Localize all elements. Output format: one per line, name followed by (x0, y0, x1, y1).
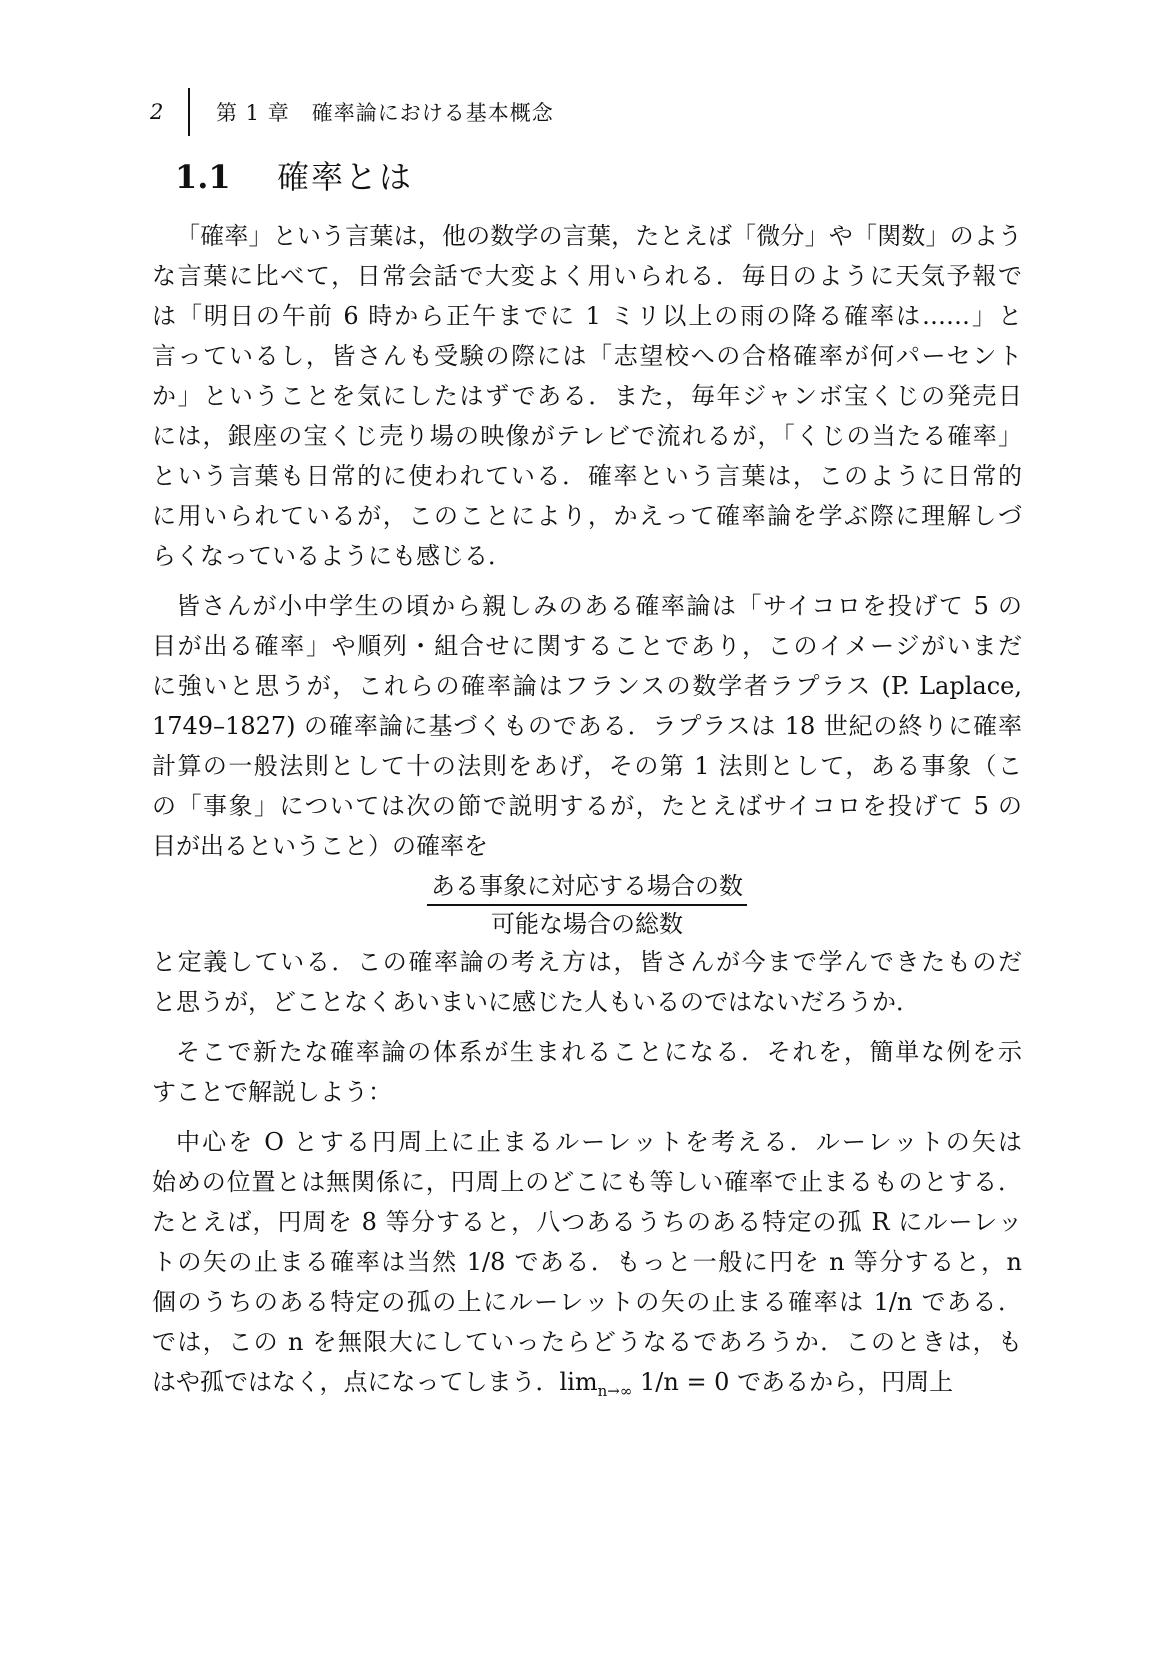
text-line: 目が出るということ）の確率を (152, 832, 488, 860)
paragraph-5 (152, 1122, 1022, 1402)
probability-formula (152, 868, 1022, 942)
body-text (152, 216, 1022, 1402)
paragraph-3 (152, 942, 1022, 1022)
text-line: たとえば，円周を 8 等分すると，八つあるうちのある特定の孤 R にルーレッ (152, 1208, 1022, 1236)
text-line: 始めの位置とは無関係に，円周上のどこにも等しい確率で止まるものとする． (152, 1168, 1022, 1196)
text-line: 計算の一般法則として十の法則をあげ，その第 1 法則として，ある事象（こ (152, 752, 1022, 780)
text-line: は「明日の午前 6 時から正午までに 1 ミリ以上の雨の降る確率は……」と (152, 302, 1022, 330)
page-number: 2 (150, 100, 164, 124)
text-line: の「事象」については次の節で説明するが，たとえばサイコロを投げて 5 の (152, 792, 1022, 820)
text-line: に用いられているが，このことにより，かえって確率論を学ぶ際に理解しづ (152, 502, 1022, 530)
text-line: らくなっているようにも感じる． (152, 542, 512, 570)
text-line: な言葉に比べて，日常会話で大変よく用いられる．毎日のように天気予報で (152, 262, 1022, 290)
paragraph-1 (152, 216, 1022, 576)
text-line: には，銀座の宝くじ売り場の映像がテレビで流れるが，「くじの当たる確率」 (152, 422, 1022, 450)
text-line: 言っているし，皆さんも受験の際には「志望校への合格確率が何パーセント (152, 342, 1022, 370)
text-line: 1749–1827) の確率論に基づくものである．ラプラスは 18 世紀の終りに確率 (152, 712, 1022, 740)
text-segment: 1/n = 0 であるから，円周上 (632, 1368, 954, 1396)
text-line: すことで解説しよう： (152, 1078, 392, 1106)
text-line: という言葉も日常的に使われている．確率という言葉は，このように日常的 (152, 462, 1022, 490)
text-line: に強いと思うが，これらの確率論はフランスの数学者ラプラス (P. Laplace, (152, 672, 1022, 700)
text-line: トの矢の止まる確率は当然 1/8 である．もっと一般に円を n 等分すると，n (152, 1248, 1022, 1276)
limit-subscript: n→∞ (597, 1381, 633, 1400)
text-line (152, 1362, 1022, 1402)
text-line: と思うが，どことなくあいまいに感じた人もいるのではないだろうか． (152, 988, 920, 1016)
text-segment: はや孤ではなく，点になってしまう．lim (152, 1368, 598, 1396)
text-line: 中心を O とする円周上に止まるルーレットを考える．ルーレットの矢は (176, 1128, 1022, 1156)
text-line: 皆さんが小中学生の頃から親しみのある確率論は「サイコロを投げて 5 の (176, 592, 1022, 620)
section-number: 1.1 (175, 158, 231, 196)
text-line: そこで新たな確率論の体系が生まれることになる．それを，簡単な例を示 (176, 1038, 1022, 1066)
section-title: 確率とは (277, 158, 414, 196)
chapter-title: 第 1 章 確率論における基本概念 (216, 101, 554, 125)
section-heading (175, 152, 413, 198)
running-head (150, 92, 554, 132)
text-line: と定義している．この確率論の考え方は，皆さんが今まで学んできたものだ (152, 948, 1022, 976)
formula-numerator: ある事象に対応する場合の数 (431, 872, 743, 900)
text-line: か」ということを気にしたはずである．また，毎年ジャンボ宝くじの発売日 (152, 382, 1022, 410)
header-rule (188, 88, 190, 136)
formula-denominator: 可能な場合の総数 (491, 910, 683, 938)
text-line: では，この n を無限大にしていったらどうなるであろうか．このときは，も (152, 1328, 1022, 1356)
text-line: 「確率」という言葉は，他の数学の言葉，たとえば「微分」や「関数」のよう (176, 222, 1022, 250)
paragraph-2 (152, 586, 1022, 866)
text-line: 個のうちのある特定の孤の上にルーレットの矢の止まる確率は 1/n である． (152, 1288, 1022, 1316)
text-line: 目が出る確率」や順列・組合せに関することであり，このイメージがいまだ (152, 632, 1022, 660)
paragraph-4 (152, 1032, 1022, 1112)
